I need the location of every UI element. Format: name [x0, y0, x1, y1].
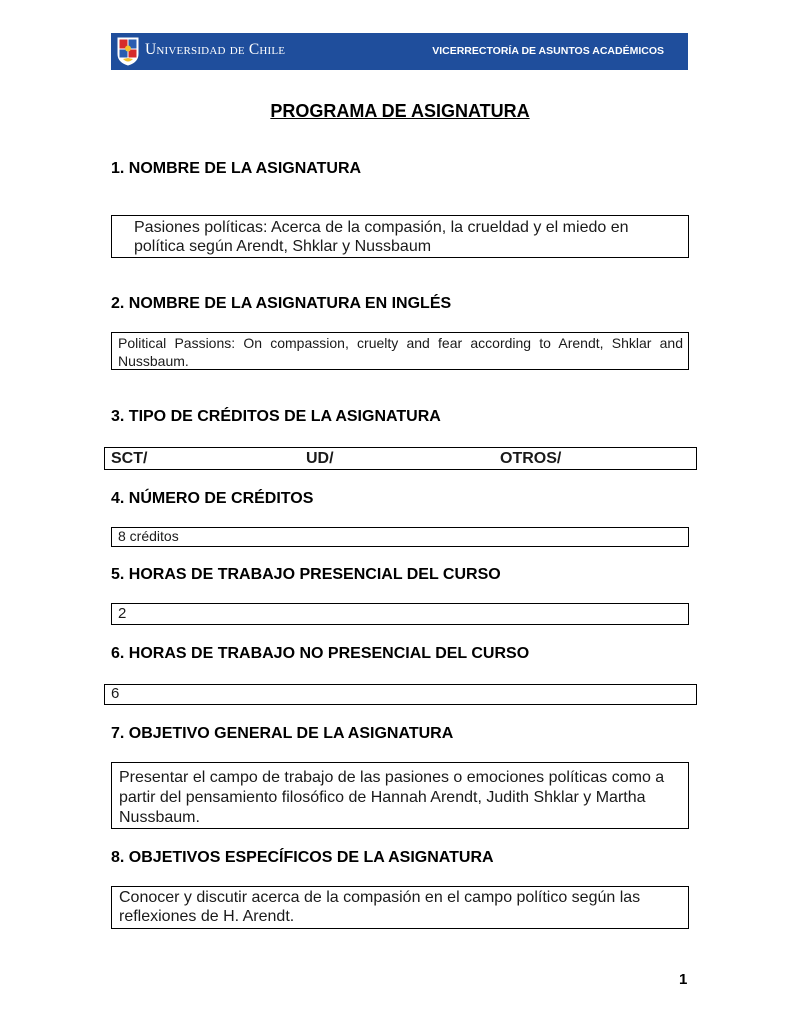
- section-3-heading: 3. TIPO DE CRÉDITOS DE LA ASIGNATURA: [111, 408, 441, 425]
- section-4-heading: 4. NÚMERO DE CRÉDITOS: [111, 490, 314, 507]
- non-presential-hours: 6: [111, 685, 120, 702]
- section-6-box: [104, 684, 697, 705]
- section-7-heading: 7. OBJETIVO GENERAL DE LA ASIGNATURA: [111, 725, 454, 742]
- credit-type-ud: UD/: [306, 450, 334, 467]
- vicerrectoria-label: VICERRECTORÍA DE ASUNTOS ACADÉMICOS: [432, 45, 664, 57]
- presential-hours: 2: [118, 605, 127, 622]
- credits-number: 8 créditos: [118, 528, 179, 544]
- specific-objectives: Conocer y discutir acerca de la compasión en el campo político según las reflexiones de H. Arendt.: [119, 889, 641, 925]
- section-5-box: [111, 603, 689, 625]
- header-banner: [111, 33, 688, 70]
- general-objective: Presentar el campo de trabajo de las pasiones o emociones políticas como a partir del pensamiento filosófico de Hannah Arendt, Judith Shklar y Martha Nussbaum.: [119, 769, 665, 826]
- section-7-box: [111, 762, 689, 829]
- page-number: 1: [679, 971, 688, 988]
- credit-types-box: [104, 447, 697, 470]
- section-4-box: [111, 527, 689, 547]
- university-crest-icon: [117, 37, 139, 66]
- section-2-box: [111, 332, 689, 370]
- section-5-heading: 5. HORAS DE TRABAJO PRESENCIAL DEL CURSO: [111, 566, 501, 583]
- section-6-heading: 6. HORAS DE TRABAJO NO PRESENCIAL DEL CURSO: [111, 645, 530, 662]
- course-name-en: Political Passions: On compassion, cruelty and fear according to Arendt, Shklar and Nussbaum.: [118, 335, 683, 369]
- section-2-heading: 2. NOMBRE DE LA ASIGNATURA EN INGLÉS: [111, 295, 452, 312]
- university-name: Universidad de Chile: [145, 41, 286, 58]
- section-1-heading: 1. NOMBRE DE LA ASIGNATURA: [111, 160, 362, 177]
- credit-type-sct: SCT/: [111, 450, 148, 467]
- document-title: PROGRAMA DE ASIGNATURA: [270, 101, 530, 121]
- section-1-box: [111, 215, 689, 258]
- course-name-es: Pasiones políticas: Acerca de la compasión, la crueldad y el miedo en política según Arendt, Shklar y Nussbaum: [134, 219, 629, 255]
- section-8-heading: 8. OBJETIVOS ESPECÍFICOS DE LA ASIGNATURA: [111, 849, 494, 866]
- credit-type-otros: OTROS/: [500, 450, 562, 467]
- section-8-box: [111, 886, 689, 929]
